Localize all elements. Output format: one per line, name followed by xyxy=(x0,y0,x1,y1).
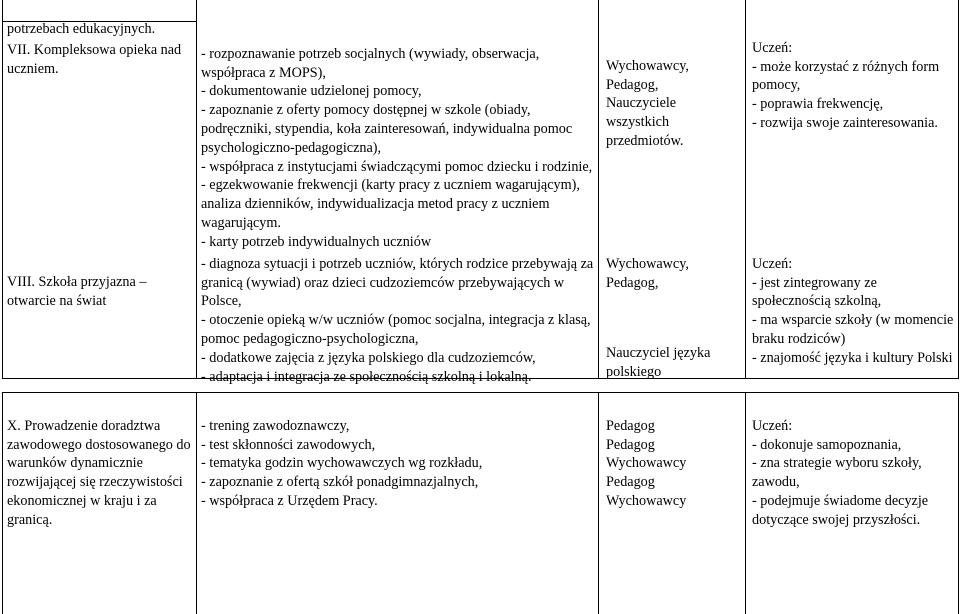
table-border-left xyxy=(2,0,3,379)
table-border-right xyxy=(958,0,959,379)
area-vii-text: VII. Kompleksowa opieka nad uczniem. xyxy=(7,41,182,77)
responsible-cell-vii xyxy=(606,38,742,170)
table-border-col1 xyxy=(196,0,197,379)
area-viii-text: VIII. Szkoła przyjazna –otwarcie na świat xyxy=(7,273,147,309)
actions-cell-x xyxy=(201,398,595,530)
table2-border-col1 xyxy=(196,392,197,614)
actions-cell-vii xyxy=(201,26,595,270)
effects-cell-x xyxy=(752,398,956,548)
responsible-viii-b-text: Nauczyciel języka polskiego xyxy=(606,344,711,380)
area-continued-text: potrzebach edukacyjnych. xyxy=(7,20,156,37)
table-border-col2 xyxy=(598,0,599,379)
responsible-cell-viii-a xyxy=(606,236,742,311)
responsible-vii-text: Wychowawcy, Pedagog, Nauczyciele wszystkich przedmiotów. xyxy=(606,57,689,149)
table2-border-right xyxy=(958,392,959,614)
table-border-col3 xyxy=(745,0,746,379)
responsible-cell-viii-b xyxy=(606,325,742,400)
actions-vii-text: - rozpoznawanie potrzeb socjalnych (wywiady, obserwacja, współpraca z MOPS), - dokumentowanie udzielonej pomocy, - zapoznanie z oferty pomocy dostępnej w szkole (obiady, podręczniki, stypendia, koła zainteresowań, indywidualna pomoc psychologiczno-pedagogiczna), - współpraca z instytucjami świadczącymi pomoc dziecku i rodzinie, - egzekwowanie frekwencji (karty pracy z uczniem wagarującym), analiza dzienników, indywidualizacja metod pracy z uczniem wagarującym. - karty potrzeb indywidualnych uczniów xyxy=(201,45,593,250)
actions-cell-viii xyxy=(201,236,595,405)
effects-vii-text: Uczeń: - może korzystać z różnych form pomocy, - poprawia frekwencję, - rozwija swoje zainteresowania. xyxy=(752,39,940,131)
table2-border-col3 xyxy=(745,392,746,614)
responsible-cell-x xyxy=(606,398,742,530)
effects-cell-viii xyxy=(752,236,956,386)
effects-cell-vii xyxy=(752,20,956,152)
table2-border-left xyxy=(2,392,3,614)
actions-x-text: - trening zawodoznawczy, - test skłonności zawodowych, - tematyka godzin wychowawczych wg rozkładu, - zapoznanie z ofertą szkół ponadgimnazjalnych, - współpraca z Urzędem Pracy. xyxy=(201,417,483,509)
area-x-text: X. Prowadzenie doradztwa zawodowego dostosowanego do warunków dynamicznie rozwijającej się rzeczywistości ekonomicznej w kraju i za granicą. xyxy=(7,417,191,528)
responsible-viii-a-text: Wychowawcy, Pedagog, xyxy=(606,255,689,291)
effects-viii-text: Uczeń: - jest zintegrowany ze społecznością szkolną, - ma wsparcie szkoły (w momencie braku rodziców) - znajomość języka i kultury Polski xyxy=(752,255,954,366)
responsible-x-text: Pedagog Pedagog Wychowawcy Pedagog Wychowawcy xyxy=(606,417,687,509)
area-cell-x xyxy=(7,398,193,548)
area-cell-viii xyxy=(7,254,193,329)
effects-x-text: Uczeń: - dokonuje samopoznania, - zna strategie wyboru szkoły, zawodu, - podejmuje świadome decyzje dotyczące swojej przyszłości. xyxy=(752,417,929,528)
area-cell-vii xyxy=(7,22,193,97)
table2-border-col2 xyxy=(598,392,599,614)
actions-viii-text: - diagnoza sytuacji i potrzeb uczniów, których rodzice przebywają za granicą (wywiad) oraz dzieci cudzoziemców przebywających w Polsce, - otoczenie opieką w/w uczniów (pomoc socjalna, integracja z klasą, pomoc pedagogiczno-psychologiczna, - dodatkowe zajęcia z języka polskiego dla cudzoziemców, - adaptacja i integracja ze społecznością szkolną i lokalną. xyxy=(201,255,594,385)
